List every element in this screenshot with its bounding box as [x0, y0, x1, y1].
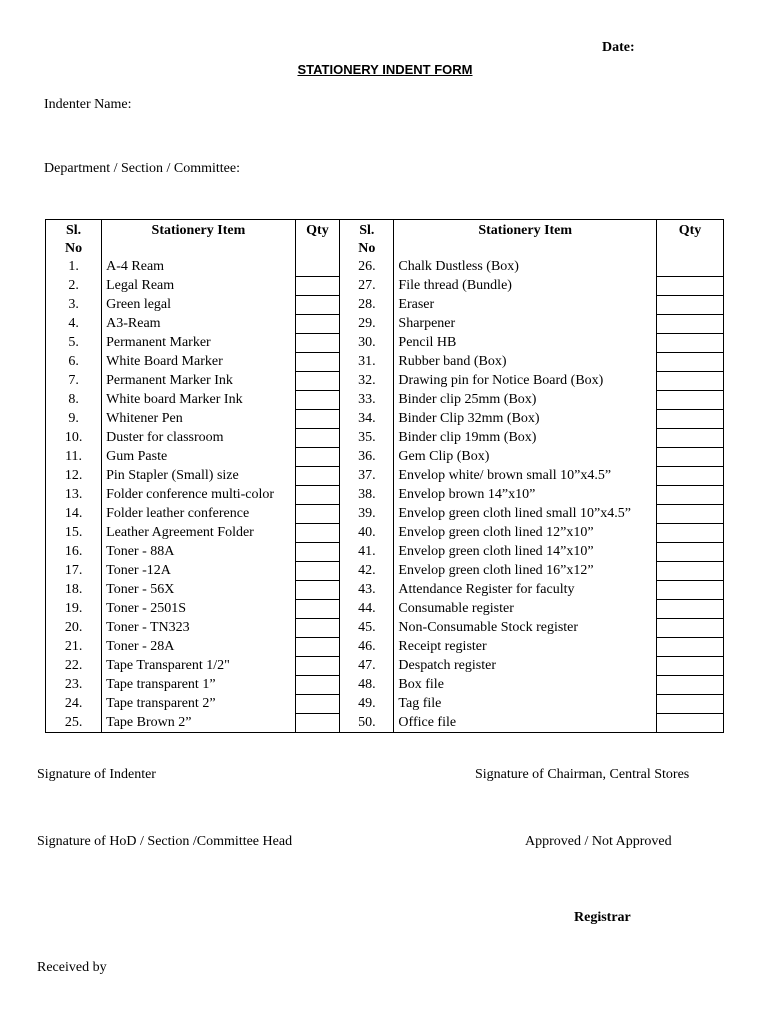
qty-input-left[interactable]	[295, 638, 340, 657]
row-item-left: Toner - TN323	[102, 619, 296, 638]
qty-input-right[interactable]	[657, 638, 724, 657]
row-item-right: Envelop green cloth lined 12”x10”	[394, 524, 657, 543]
row-sl-left: 2.	[46, 277, 102, 296]
qty-input-left[interactable]	[295, 695, 340, 714]
row-item-right: Binder clip 19mm (Box)	[394, 429, 657, 448]
row-item-right: Envelop white/ brown small 10”x4.5”	[394, 467, 657, 486]
row-sl-left: 12.	[46, 467, 102, 486]
row-sl-right: 48.	[340, 676, 394, 695]
qty-input-right[interactable]	[657, 505, 724, 524]
qty-input-right[interactable]	[657, 372, 724, 391]
row-sl-right: 31.	[340, 353, 394, 372]
qty-input-right[interactable]	[657, 714, 724, 733]
row-sl-left: 9.	[46, 410, 102, 429]
row-item-right: Chalk Dustless (Box)	[394, 258, 657, 277]
row-item-left: Green legal	[102, 296, 296, 315]
sl-header-line1: Sl.	[65, 223, 82, 238]
row-sl-left: 13.	[46, 486, 102, 505]
qty-input-left[interactable]	[295, 429, 340, 448]
row-item-left: Duster for classroom	[102, 429, 296, 448]
qty-input-left[interactable]	[295, 410, 340, 429]
qty-input-left[interactable]	[295, 372, 340, 391]
table-row	[46, 562, 724, 581]
qty-input-right[interactable]	[657, 391, 724, 410]
row-item-left: Pin Stapler (Small) size	[102, 467, 296, 486]
indenter-name-label: Indenter Name:	[44, 97, 132, 112]
table-row	[46, 543, 724, 562]
item-header-left: Stationery Item	[102, 220, 296, 259]
table-row	[46, 391, 724, 410]
row-sl-right: 47.	[340, 657, 394, 676]
qty-input-left[interactable]	[295, 486, 340, 505]
row-sl-left: 18.	[46, 581, 102, 600]
qty-input-left[interactable]	[295, 676, 340, 695]
row-item-left: Folder conference multi-color	[102, 486, 296, 505]
qty-input-left[interactable]	[295, 524, 340, 543]
table-row	[46, 600, 724, 619]
row-item-left: Tape Brown 2”	[102, 714, 296, 733]
row-sl-right: 35.	[340, 429, 394, 448]
qty-input-right[interactable]	[657, 277, 724, 296]
qty-input-right[interactable]	[657, 486, 724, 505]
table-row	[46, 429, 724, 448]
table-row	[46, 581, 724, 600]
registrar-label: Registrar	[574, 910, 631, 925]
qty-input-left[interactable]	[295, 562, 340, 581]
chairman-signature-label: Signature of Chairman, Central Stores	[475, 767, 690, 782]
row-sl-right: 37.	[340, 467, 394, 486]
row-sl-left: 8.	[46, 391, 102, 410]
row-item-right: Drawing pin for Notice Board (Box)	[394, 372, 657, 391]
row-item-left: Toner - 28A	[102, 638, 296, 657]
qty-input-left[interactable]	[295, 391, 340, 410]
row-item-right: Gem Clip (Box)	[394, 448, 657, 467]
row-sl-left: 19.	[46, 600, 102, 619]
row-item-left: White board Marker Ink	[102, 391, 296, 410]
row-item-right: Envelop brown 14”x10”	[394, 486, 657, 505]
row-sl-right: 34.	[340, 410, 394, 429]
row-sl-right: 44.	[340, 600, 394, 619]
row-sl-right: 50.	[340, 714, 394, 733]
qty-input-right[interactable]	[657, 258, 724, 277]
row-item-left: Permanent Marker	[102, 334, 296, 353]
row-sl-left: 5.	[46, 334, 102, 353]
table-row	[46, 277, 724, 296]
row-sl-right: 49.	[340, 695, 394, 714]
row-sl-right: 28.	[340, 296, 394, 315]
table-header-row	[46, 220, 724, 259]
row-item-right: Eraser	[394, 296, 657, 315]
qty-input-right[interactable]	[657, 562, 724, 581]
row-item-left: Permanent Marker Ink	[102, 372, 296, 391]
qty-input-left[interactable]	[295, 619, 340, 638]
row-item-left: Leather Agreement Folder	[102, 524, 296, 543]
item-header-right: Stationery Item	[394, 220, 657, 259]
table-row	[46, 258, 724, 277]
qty-input-left[interactable]	[295, 315, 340, 334]
indenter-signature-label: Signature of Indenter	[37, 767, 156, 782]
table-row	[46, 372, 724, 391]
row-item-left: Tape transparent 2”	[102, 695, 296, 714]
row-item-right: Receipt register	[394, 638, 657, 657]
row-sl-left: 16.	[46, 543, 102, 562]
qty-header-right: Qty	[657, 220, 724, 259]
row-item-left: A-4 Ream	[102, 258, 296, 277]
row-sl-right: 41.	[340, 543, 394, 562]
table-row	[46, 315, 724, 334]
row-sl-left: 11.	[46, 448, 102, 467]
row-sl-left: 15.	[46, 524, 102, 543]
row-sl-left: 1.	[46, 258, 102, 277]
row-item-right: Pencil HB	[394, 334, 657, 353]
row-item-right: Box file	[394, 676, 657, 695]
row-sl-left: 25.	[46, 714, 102, 733]
row-sl-right: 43.	[340, 581, 394, 600]
row-item-left: Folder leather conference	[102, 505, 296, 524]
qty-input-left[interactable]	[295, 467, 340, 486]
approval-status-label: Approved / Not Approved	[525, 834, 672, 849]
qty-input-right[interactable]	[657, 619, 724, 638]
row-item-left: Legal Ream	[102, 277, 296, 296]
row-sl-right: 26.	[340, 258, 394, 277]
row-sl-right: 33.	[340, 391, 394, 410]
row-sl-left: 4.	[46, 315, 102, 334]
date-label: Date:	[602, 40, 635, 55]
sl-header-line1: Sl.	[359, 223, 375, 238]
qty-input-left[interactable]	[295, 657, 340, 676]
row-sl-right: 38.	[340, 486, 394, 505]
row-item-right: Rubber band (Box)	[394, 353, 657, 372]
row-item-left: Toner - 88A	[102, 543, 296, 562]
qty-input-right[interactable]	[657, 695, 724, 714]
row-item-right: Consumable register	[394, 600, 657, 619]
hod-signature-label: Signature of HoD / Section /Committee Head	[37, 834, 293, 849]
table-row	[46, 638, 724, 657]
row-item-left: Toner -12A	[102, 562, 296, 581]
qty-input-right[interactable]	[657, 543, 724, 562]
qty-input-left[interactable]	[295, 581, 340, 600]
table-row	[46, 353, 724, 372]
qty-input-right[interactable]	[657, 334, 724, 353]
row-sl-right: 45.	[340, 619, 394, 638]
row-item-right: Envelop green cloth lined 14”x10”	[394, 543, 657, 562]
row-sl-left: 21.	[46, 638, 102, 657]
sl-header-line2: No	[358, 241, 376, 256]
row-item-left: Toner - 56X	[102, 581, 296, 600]
sl-header-line2: No	[65, 241, 83, 256]
received-by-label: Received by	[37, 960, 107, 975]
row-item-right: Office file	[394, 714, 657, 733]
table-row	[46, 486, 724, 505]
table-row	[46, 676, 724, 695]
qty-input-left[interactable]	[295, 334, 340, 353]
table-row	[46, 619, 724, 638]
department-label: Department / Section / Committee:	[44, 161, 240, 176]
qty-input-right[interactable]	[657, 524, 724, 543]
qty-input-left[interactable]	[295, 448, 340, 467]
row-item-right: Envelop green cloth lined small 10”x4.5”	[394, 505, 657, 524]
row-item-left: Tape Transparent 1/2"	[102, 657, 296, 676]
qty-input-left[interactable]	[295, 296, 340, 315]
row-sl-right: 39.	[340, 505, 394, 524]
table-body	[46, 258, 724, 733]
table-row	[46, 714, 724, 733]
row-sl-left: 24.	[46, 695, 102, 714]
qty-input-right[interactable]	[657, 657, 724, 676]
table-row	[46, 296, 724, 315]
qty-input-right[interactable]	[657, 410, 724, 429]
row-sl-right: 27.	[340, 277, 394, 296]
row-sl-left: 14.	[46, 505, 102, 524]
table-row	[46, 334, 724, 353]
stationery-table	[45, 219, 724, 733]
qty-input-right[interactable]	[657, 296, 724, 315]
row-item-right: Non-Consumable Stock register	[394, 619, 657, 638]
table-row	[46, 695, 724, 714]
row-item-right: Despatch register	[394, 657, 657, 676]
sl-header-right	[340, 220, 394, 259]
row-item-right: Sharpener	[394, 315, 657, 334]
row-sl-left: 6.	[46, 353, 102, 372]
qty-input-right[interactable]	[657, 581, 724, 600]
row-sl-right: 30.	[340, 334, 394, 353]
row-sl-right: 32.	[340, 372, 394, 391]
table-row	[46, 657, 724, 676]
qty-input-left[interactable]	[295, 714, 340, 733]
row-sl-right: 42.	[340, 562, 394, 581]
table-row	[46, 410, 724, 429]
row-sl-left: 17.	[46, 562, 102, 581]
qty-input-right[interactable]	[657, 600, 724, 619]
row-item-left: A3-Ream	[102, 315, 296, 334]
row-item-right: Binder clip 25mm (Box)	[394, 391, 657, 410]
qty-input-right[interactable]	[657, 429, 724, 448]
qty-input-right[interactable]	[657, 676, 724, 695]
row-sl-left: 20.	[46, 619, 102, 638]
qty-input-left[interactable]	[295, 353, 340, 372]
qty-input-right[interactable]	[657, 353, 724, 372]
qty-input-left[interactable]	[295, 258, 340, 277]
table-row	[46, 448, 724, 467]
form-title: STATIONERY INDENT FORM	[297, 62, 473, 77]
qty-header-left: Qty	[295, 220, 340, 259]
row-sl-left: 22.	[46, 657, 102, 676]
row-sl-left: 23.	[46, 676, 102, 695]
row-sl-left: 3.	[46, 296, 102, 315]
qty-input-right[interactable]	[657, 315, 724, 334]
qty-input-left[interactable]	[295, 543, 340, 562]
row-item-right: File thread (Bundle)	[394, 277, 657, 296]
row-item-left: White Board Marker	[102, 353, 296, 372]
qty-input-left[interactable]	[295, 505, 340, 524]
row-item-right: Tag file	[394, 695, 657, 714]
row-item-left: Gum Paste	[102, 448, 296, 467]
row-sl-left: 7.	[46, 372, 102, 391]
row-item-right: Attendance Register for faculty	[394, 581, 657, 600]
row-item-right: Binder Clip 32mm (Box)	[394, 410, 657, 429]
table-row	[46, 467, 724, 486]
qty-input-left[interactable]	[295, 600, 340, 619]
table-row	[46, 505, 724, 524]
row-sl-right: 36.	[340, 448, 394, 467]
sl-header-left	[46, 220, 102, 259]
row-item-left: Toner - 2501S	[102, 600, 296, 619]
row-sl-right: 46.	[340, 638, 394, 657]
row-sl-left: 10.	[46, 429, 102, 448]
table-row	[46, 524, 724, 543]
row-item-left: Tape transparent 1”	[102, 676, 296, 695]
row-item-left: Whitener Pen	[102, 410, 296, 429]
qty-input-right[interactable]	[657, 467, 724, 486]
row-sl-right: 29.	[340, 315, 394, 334]
qty-input-right[interactable]	[657, 448, 724, 467]
row-sl-right: 40.	[340, 524, 394, 543]
row-item-right: Envelop green cloth lined 16”x12”	[394, 562, 657, 581]
qty-input-left[interactable]	[295, 277, 340, 296]
